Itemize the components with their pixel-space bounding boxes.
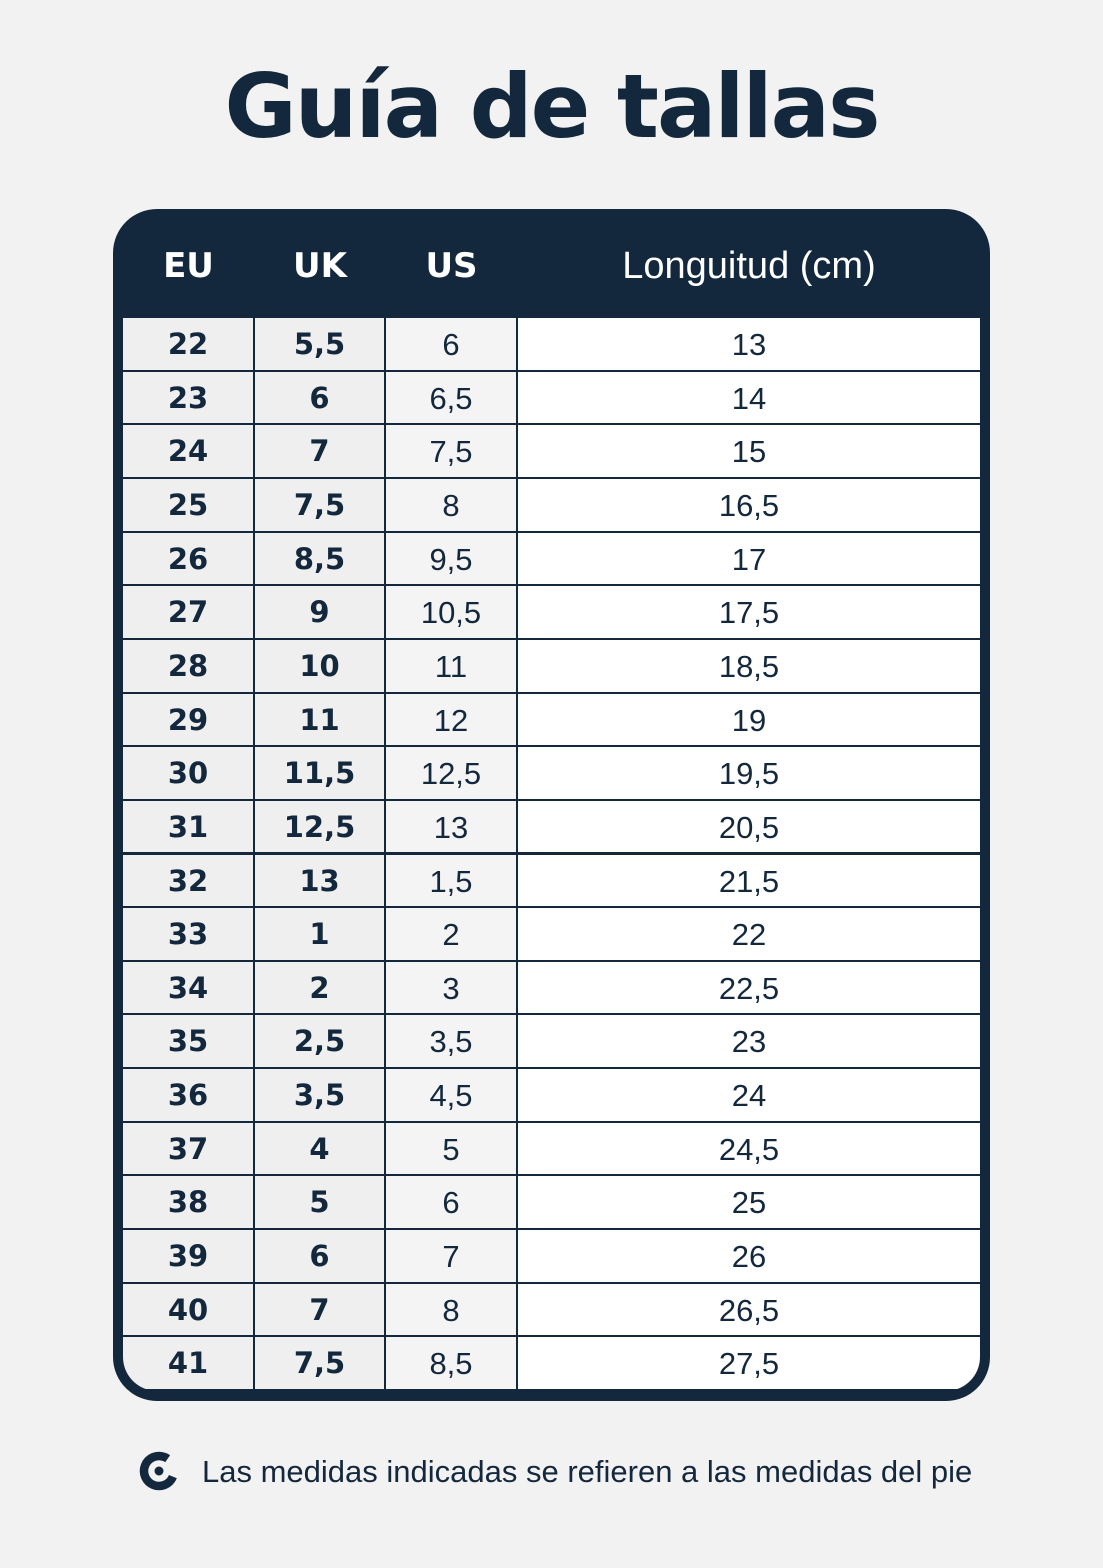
cell-eu: 40 xyxy=(123,1284,253,1336)
cell-eu: 23 xyxy=(123,372,253,424)
cell-us: 13 xyxy=(386,801,516,853)
cell-uk: 5,5 xyxy=(255,318,384,370)
cell-eu: 24 xyxy=(123,425,253,477)
cell-us: 1,5 xyxy=(386,855,516,907)
cell-uk: 7,5 xyxy=(255,479,384,531)
cell-eu: 39 xyxy=(123,1230,253,1282)
table-row xyxy=(123,533,980,587)
cell-length: 22 xyxy=(518,908,980,960)
cell-length: 14 xyxy=(518,372,980,424)
cell-uk: 2 xyxy=(255,962,384,1014)
page-title: Guía de tallas xyxy=(224,55,879,158)
cell-eu: 31 xyxy=(123,801,253,853)
table-row xyxy=(123,694,980,748)
cell-length: 17,5 xyxy=(518,586,980,638)
cell-us: 7 xyxy=(386,1230,516,1282)
table-header xyxy=(113,209,990,318)
cell-us: 8 xyxy=(386,479,516,531)
table-row xyxy=(123,1123,980,1177)
cell-us: 12 xyxy=(386,694,516,746)
cell-eu: 34 xyxy=(123,962,253,1014)
cell-us: 2 xyxy=(386,908,516,960)
cell-uk: 8,5 xyxy=(255,533,384,585)
cell-uk: 13 xyxy=(255,855,384,907)
cell-uk: 4 xyxy=(255,1123,384,1175)
cell-length: 25 xyxy=(518,1176,980,1228)
cell-uk: 7 xyxy=(255,425,384,477)
cell-length: 26,5 xyxy=(518,1284,980,1336)
table-row xyxy=(123,586,980,640)
cell-us: 7,5 xyxy=(386,425,516,477)
cell-us: 3 xyxy=(386,962,516,1014)
cell-us: 6 xyxy=(386,1176,516,1228)
table-row xyxy=(123,1337,980,1391)
cell-length: 24 xyxy=(518,1069,980,1121)
footer-note xyxy=(138,1448,1038,1498)
cell-uk: 2,5 xyxy=(255,1015,384,1067)
cell-eu: 22 xyxy=(123,318,253,370)
table-row xyxy=(123,908,980,962)
cell-length: 21,5 xyxy=(518,855,980,907)
cell-uk: 9 xyxy=(255,586,384,638)
table-row xyxy=(123,1176,980,1230)
cell-uk: 11,5 xyxy=(255,747,384,799)
cell-length: 22,5 xyxy=(518,962,980,1014)
table-row xyxy=(123,1015,980,1069)
cell-uk: 3,5 xyxy=(255,1069,384,1121)
table-row xyxy=(123,479,980,533)
table-row xyxy=(123,801,980,855)
cell-eu: 36 xyxy=(123,1069,253,1121)
cell-uk: 5 xyxy=(255,1176,384,1228)
cell-eu: 37 xyxy=(123,1123,253,1175)
cell-uk: 6 xyxy=(255,372,384,424)
cell-eu: 26 xyxy=(123,533,253,585)
cell-length: 24,5 xyxy=(518,1123,980,1175)
cell-length: 19 xyxy=(518,694,980,746)
cell-eu: 33 xyxy=(123,908,253,960)
cell-uk: 7 xyxy=(255,1284,384,1336)
table-row xyxy=(123,372,980,426)
table-row xyxy=(123,1284,980,1338)
table-row xyxy=(123,962,980,1016)
table-row xyxy=(123,747,980,801)
cell-us: 4,5 xyxy=(386,1069,516,1121)
cell-us: 12,5 xyxy=(386,747,516,799)
cell-us: 11 xyxy=(386,640,516,692)
cell-uk: 10 xyxy=(255,640,384,692)
cell-eu: 30 xyxy=(123,747,253,799)
cell-length: 26 xyxy=(518,1230,980,1282)
cell-us: 8 xyxy=(386,1284,516,1336)
cell-eu: 32 xyxy=(123,855,253,907)
cell-length: 23 xyxy=(518,1015,980,1067)
cell-eu: 28 xyxy=(123,640,253,692)
cell-length: 27,5 xyxy=(518,1337,980,1389)
brand-c-logo-icon xyxy=(138,1450,180,1492)
cell-us: 3,5 xyxy=(386,1015,516,1067)
header-us: US xyxy=(425,246,478,286)
cell-length: 13 xyxy=(518,318,980,370)
cell-length: 20,5 xyxy=(518,801,980,853)
table-row xyxy=(123,1230,980,1284)
cell-us: 8,5 xyxy=(386,1337,516,1389)
cell-uk: 12,5 xyxy=(255,801,384,853)
cell-us: 5 xyxy=(386,1123,516,1175)
cell-length: 19,5 xyxy=(518,747,980,799)
cell-eu: 27 xyxy=(123,586,253,638)
cell-eu: 29 xyxy=(123,694,253,746)
cell-length: 16,5 xyxy=(518,479,980,531)
table-row xyxy=(123,640,980,694)
header-uk: UK xyxy=(293,246,347,286)
cell-length: 15 xyxy=(518,425,980,477)
cell-uk: 1 xyxy=(255,908,384,960)
cell-us: 10,5 xyxy=(386,586,516,638)
cell-length: 18,5 xyxy=(518,640,980,692)
cell-us: 6,5 xyxy=(386,372,516,424)
cell-uk: 11 xyxy=(255,694,384,746)
table-row xyxy=(123,318,980,372)
cell-eu: 38 xyxy=(123,1176,253,1228)
cell-eu: 25 xyxy=(123,479,253,531)
table-row xyxy=(123,1069,980,1123)
cell-us: 6 xyxy=(386,318,516,370)
header-eu: EU xyxy=(163,246,214,286)
size-table xyxy=(113,209,990,1401)
cell-eu: 41 xyxy=(123,1337,253,1389)
table-row xyxy=(123,855,980,909)
table-row xyxy=(123,425,980,479)
cell-eu: 35 xyxy=(123,1015,253,1067)
cell-length: 17 xyxy=(518,533,980,585)
cell-uk: 7,5 xyxy=(255,1337,384,1389)
cell-uk: 6 xyxy=(255,1230,384,1282)
footer-text: Las medidas indicadas se refieren a las medidas del pie xyxy=(202,1454,973,1489)
table-body xyxy=(123,318,980,1391)
header-length: Longuitud (cm) xyxy=(622,245,876,287)
cell-us: 9,5 xyxy=(386,533,516,585)
